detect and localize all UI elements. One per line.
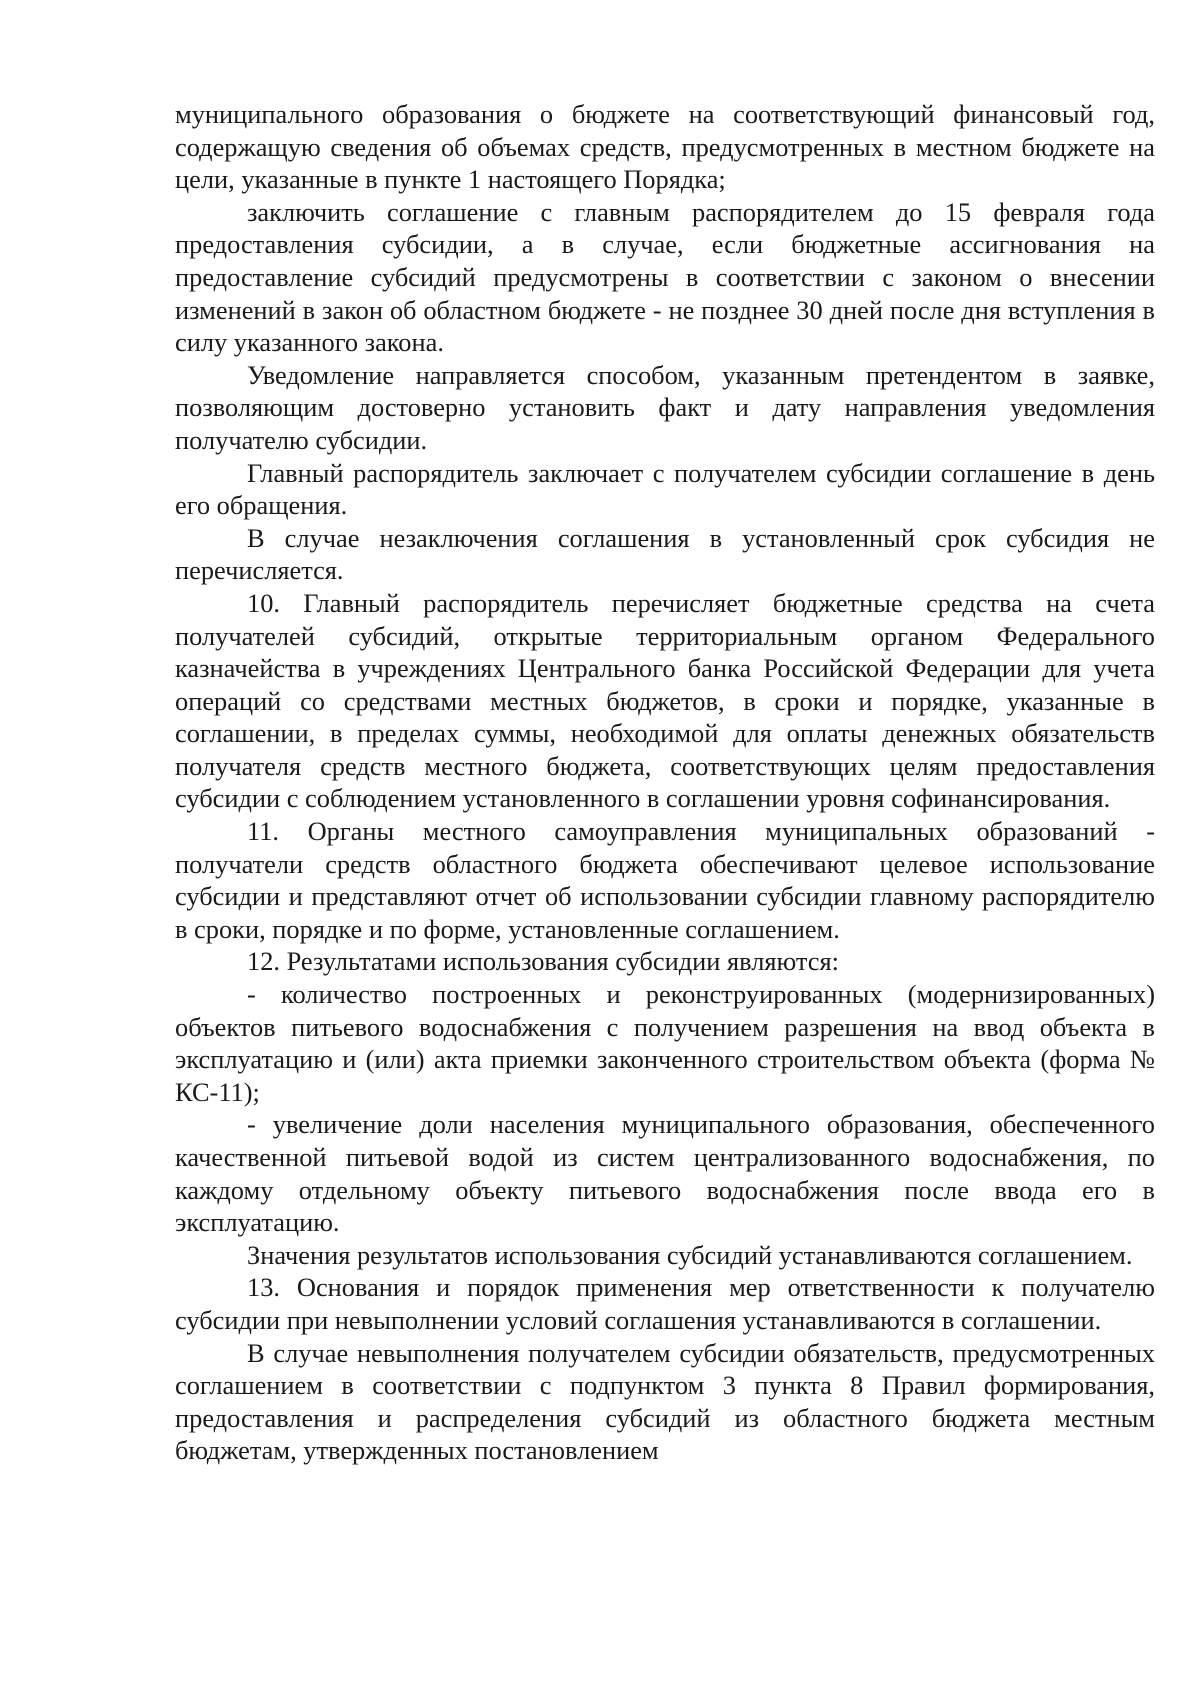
paragraph-agreement-deadline: заключить соглашение с главным распорядителем до 15 февраля года предоставления субсидии, а в случае, если бюджетные ассигнования на предоставление субсидий предусмотрены в соответствии с законом о внесении изменений в закон об областном бюджете - не позднее 30 дней после дня вступления в силу указанного закона. (175, 196, 1155, 358)
paragraph-item-10: 10. Главный распорядитель перечисляет бюджетные средства на счета получателей субсидий, открытые территориальным органом Федерального казначейства в учреждениях Центрального банка Российской Федерации для учета операций со средствами местных бюджетов, в сроки и порядке, указанные в соглашении, в пределах суммы, необходимой для оплаты денежных обязательств получателя средств местного бюджета, соответствующих целям предоставления субсидии с соблюдением установленного в соглашении уровня софинансирования. (175, 587, 1155, 814)
paragraph-item-12: 12. Результатами использования субсидии являются: (247, 946, 839, 977)
paragraph-result-values: Значения результатов использования субсидий устанавливаются соглашением. (247, 1239, 1133, 1270)
paragraph-agreement-day: Главный распорядитель заключает с получателем субсидии соглашение в день его обращения. (175, 457, 1155, 521)
paragraph-no-agreement: В случае незаключения соглашения в установленный срок субсидия не перечисляется. (175, 522, 1155, 586)
paragraph-item-13: 13. Основания и порядок применения мер ответственности к получателю субсидии при невыполнении условий соглашения устанавливаются в соглашении. (175, 1272, 1155, 1335)
paragraph-item-11: 11. Органы местного самоуправления муниципальных образований - получатели средств областного бюджета обеспечивают целевое использование субсидии и представляют отчет об использовании субсидии главному распорядителю в сроки, порядке и по форме, установленные соглашением. (175, 816, 1155, 944)
paragraph-non-fulfillment: В случае невыполнения получателем субсидии обязательств, предусмотренных соглашением в соответствии с подпунктом 3 пункта 8 Правил формирования, предоставления и распределения субсидий из областного бюджета местным бюджетам, утвержденных постановлением (175, 1337, 1155, 1466)
document-body (175, 98, 1155, 1467)
paragraph-result-objects: - количество построенных и реконструированных (модернизированных) объектов питьевого водоснабжения с получением разрешения на ввод объекта в эксплуатацию и (или) акта приемки законченного строительством объекта (форма № КС-11); (175, 979, 1155, 1107)
paragraph-result-population: - увеличение доли населения муниципального образования, обеспеченного качественной питьевой водой из систем централизованного водоснабжения, по каждому отдельному объекту питьевого водоснабжения после ввода его в эксплуатацию. (175, 1109, 1155, 1238)
paragraph-notification: Уведомление направляется способом, указанным претендентом в заявке, позволяющим достоверно установить факт и дату направления уведомления получателю субсидии. (175, 359, 1155, 455)
paragraph-continuation: муниципального образования о бюджете на соответствующий финансовый год, содержащую сведения об объемах средств, предусмотренных в местном бюджете на цели, указанные в пункте 1 настоящего Порядка; (175, 99, 1155, 195)
